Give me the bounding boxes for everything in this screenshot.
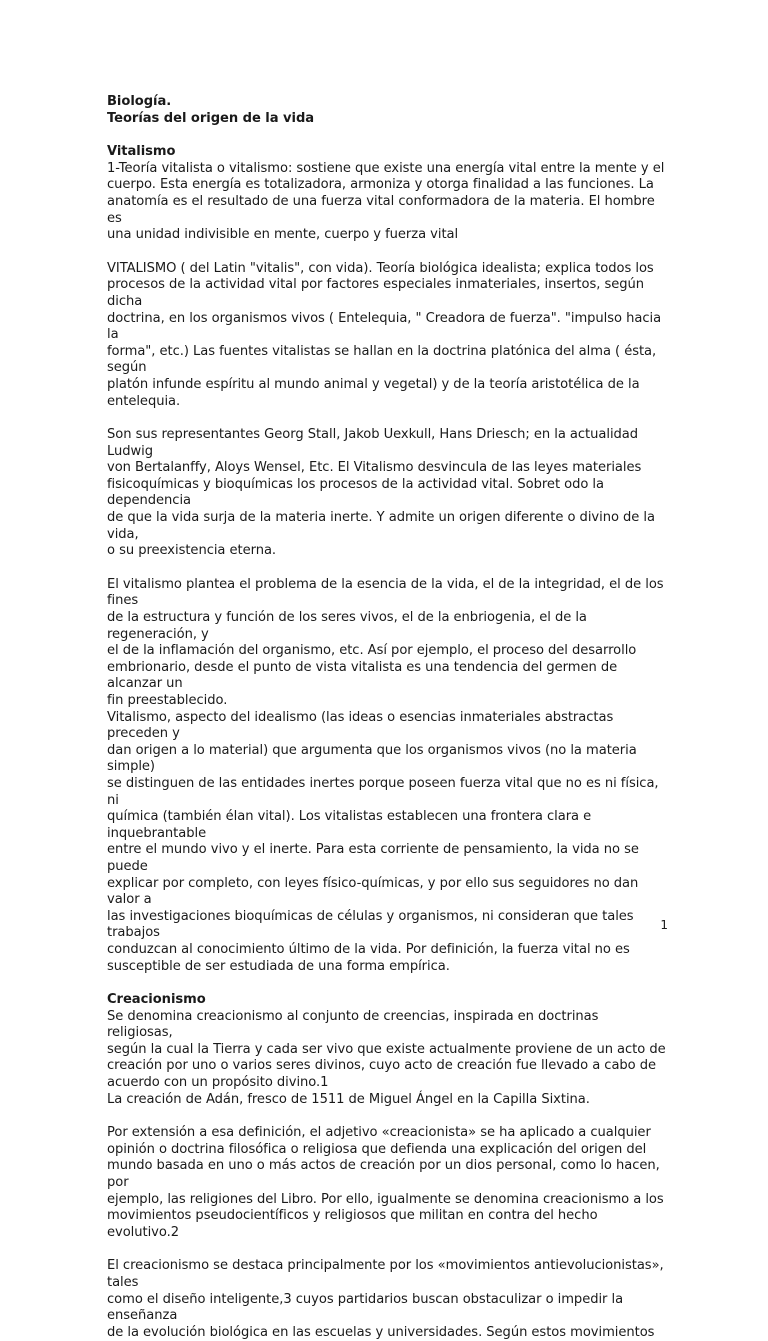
paragraph-vitalismo-5: Vitalismo, aspecto del idealismo (las ideas o esencias inmateriales abstractas preceden y dan origen a lo material) que argumenta que los organismos vivos (no la materia simple) se distinguen de las entidades inertes porque poseen fuerza vital que no es ni física, ni química (también élan vital). Los vitalistas establecen una frontera clara e inquebrantable entre el mundo vivo y el inerte. Para esta corriente de pensamiento, la vida no se puede explicar por completo, con leyes físico-químicas, y por ello sus seguidores no dan valor a las investigaciones bioquímicas de células y organismos, ni consideran que tales trabajos conduzcan al conocimiento último de la vida. Por definición, la fuerza vital no es susceptible de ser estudiada de una forma empírica. (107, 709, 659, 974)
spacer (107, 244, 667, 261)
document-title: Teorías del origen de la vida (107, 110, 315, 126)
paragraph-vitalismo-1: 1-Teoría vitalista o vitalismo: sostiene que existe una energía vital entre la mente y el cuerpo. Esta energía es totalizadora, armoniza y otorga finalidad a las funciones. La anatomía es el resultado de una fuerza vital conformadora de la materia. El hombre es una unidad indivisible en mente, cuerpo y fuerza vital (107, 160, 665, 243)
document-body (107, 94, 667, 1341)
page-number: 1 (660, 918, 668, 932)
section-heading-vitalismo: Vitalismo (107, 144, 176, 160)
paragraph-creacionismo-3: Por extensión a esa definición, el adjetivo «creacionista» se ha aplicado a cualquier opinión o doctrina filosófica o religiosa que defienda una explicación del origen del mundo basada en uno o más actos de creación por un dios personal, como lo hacen, por ejemplo, las religiones del Libro. Por ello, igualmente se denomina creacionismo a los movimientos pseudocientíficos y religiosos que militan en contra del hecho evolutivo.2 (107, 1125, 664, 1240)
spacer (107, 410, 667, 427)
paragraph-vitalismo-2: VITALISMO ( del Latin "vitalis", con vida). Teoría biológica idealista; explica todos los procesos de la actividad vital por factores especiales inmateriales, insertos, según dicha doctrina, en los organismos vivos ( Entelequia, " Creadora de fuerza". "impulso hacia la forma", etc.) Las fuentes vitalistas se hallan en la doctrina platónica del alma ( ésta, según platón infunde espíritu al mundo animal y vegetal) y de la teoría aristotélica de la entelequia. (107, 260, 662, 409)
spacer (107, 1108, 667, 1125)
paragraph-creacionismo-2: La creación de Adán, fresco de 1511 de Miguel Ángel en la Capilla Sixtina. (107, 1091, 590, 1107)
document-subject: Biología. (107, 94, 172, 109)
section-heading-creacionismo: Creacionismo (107, 992, 206, 1008)
spacer (107, 127, 667, 144)
spacer (107, 1241, 667, 1258)
paragraph-vitalismo-3: Son sus representantes Georg Stall, Jakob Uexkull, Hans Driesch; en la actualidad Ludwig von Bertalanffy, Aloys Wensel, Etc. El Vitalismo desvincula de las leyes materiales fisicoquímicas y bioquímicas los procesos de la actividad vital. Sobret odo la dependencia de que la vida surja de la materia inerte. Y admite un origen diferente o divino de la vida, o su preexistencia eterna. (107, 427, 655, 559)
paragraph-creacionismo-1: Se denomina creacionismo al conjunto de creencias, inspirada en doctrinas religiosas, según la cual la Tierra y cada ser vivo que existe actualmente proviene de un acto de creación por uno o varios seres divinos, cuyo acto de creación fue llevado a cabo de acuerdo con un propósito divino.1 (107, 1008, 666, 1091)
spacer (107, 975, 667, 992)
spacer (107, 560, 667, 577)
paragraph-vitalismo-4: El vitalismo plantea el problema de la esencia de la vida, el de la integridad, el de los fines de la estructura y función de los seres vivos, el de la enbriogenia, el de la regeneración, y el de la inflamación del organismo, etc. Así por ejemplo, el proceso del desarrollo embrionario, desde el punto de vista vitalista es una tendencia del germen de alcanzar un fin preestablecido. (107, 576, 664, 708)
paragraph-creacionismo-4: El creacionismo se destaca principalmente por los «movimientos antievolucionistas», tales como el diseño inteligente,3 cuyos partidarios buscan obstaculizar o impedir la enseñanza de la evolución biológica en las escuelas y universidades. Según estos movimientos (107, 1258, 664, 1340)
